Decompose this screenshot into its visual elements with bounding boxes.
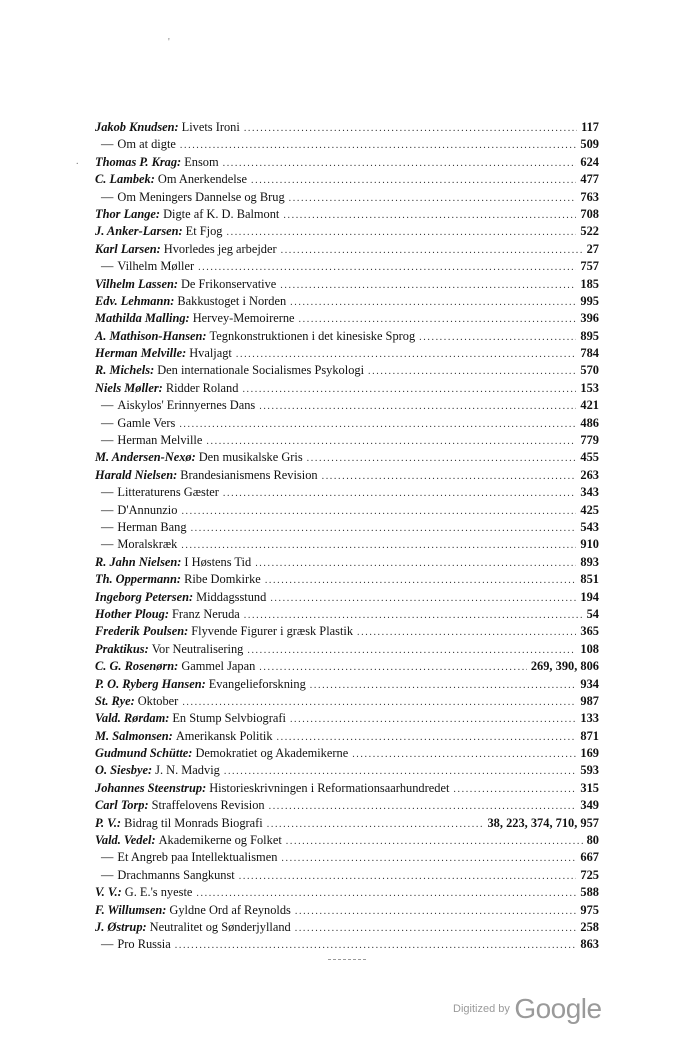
continuation-dash: — xyxy=(101,433,114,448)
dot-leader xyxy=(239,868,577,885)
index-entry xyxy=(95,415,599,432)
dot-leader xyxy=(182,694,576,711)
entry-author: Edv. Lehmann: xyxy=(95,293,175,308)
entry-title: Livets Ironi xyxy=(181,120,240,134)
index-entry xyxy=(95,241,599,258)
entry-title: Om Meningers Dannelse og Brug xyxy=(117,189,285,204)
entry-title: Digte af K. D. Balmont xyxy=(163,206,280,221)
dot-leader xyxy=(281,242,583,259)
entry-title: Om Anerkendelse xyxy=(157,172,248,187)
dot-leader xyxy=(269,798,577,815)
index-entry xyxy=(95,310,599,327)
entry-pages: 522 xyxy=(580,224,599,239)
index-entry xyxy=(95,258,599,275)
entry-pages: 108 xyxy=(580,641,599,656)
index-entry xyxy=(95,849,599,866)
entry-pages: 588 xyxy=(580,885,599,900)
index-entry xyxy=(95,867,599,884)
entry-pages: 153 xyxy=(580,380,599,395)
entry-author: J. Østrup: xyxy=(95,919,147,934)
entry-author: Vald. Vedel: xyxy=(95,833,156,848)
entry-pages: 725 xyxy=(580,867,599,882)
entry-title: Ridder Roland xyxy=(165,380,239,395)
entry-pages: 315 xyxy=(580,780,599,795)
entry-author: Jakob Knudsen: xyxy=(95,120,179,134)
continuation-dash: — xyxy=(101,259,114,274)
dot-leader xyxy=(259,659,527,676)
entry-title: Akademikerne og Folket xyxy=(158,833,282,848)
dot-leader xyxy=(307,450,577,467)
entry-title: Straffelovens Revision xyxy=(151,798,265,813)
entry-pages: 27 xyxy=(586,241,599,256)
index-entry xyxy=(95,919,599,936)
dot-leader xyxy=(242,381,576,398)
entry-pages: 486 xyxy=(580,415,599,430)
digitized-by-google-watermark xyxy=(453,993,602,1025)
entry-author: Ingeborg Petersen: xyxy=(95,589,194,604)
entry-title: Evangelieforskning xyxy=(208,676,306,691)
dot-leader xyxy=(299,311,577,328)
continuation-dash: — xyxy=(101,537,114,552)
entry-pages: 425 xyxy=(580,502,599,517)
entry-author: J. Anker-Larsen: xyxy=(95,224,183,239)
dot-leader xyxy=(286,833,583,850)
entry-author: Thor Lange: xyxy=(95,206,161,221)
dot-leader xyxy=(270,590,576,607)
entry-author: Mathilda Malling: xyxy=(95,311,190,326)
entry-pages: 995 xyxy=(580,293,599,308)
index-entry xyxy=(95,345,599,362)
dot-leader xyxy=(290,711,576,728)
index-entry xyxy=(95,536,599,553)
entry-pages: 263 xyxy=(580,467,599,482)
entry-pages: 421 xyxy=(580,398,599,413)
entry-title: Gamle Vers xyxy=(117,415,176,430)
dot-leader xyxy=(223,485,577,502)
entry-pages: 863 xyxy=(580,937,599,952)
entry-pages: 117 xyxy=(581,120,599,134)
index-entry xyxy=(95,902,599,919)
dot-leader xyxy=(175,937,577,954)
entry-title: Hvorledes jeg arbejder xyxy=(163,241,277,256)
dot-leader xyxy=(196,885,576,902)
index-entry xyxy=(95,589,599,606)
entry-pages: 543 xyxy=(580,519,599,534)
dot-leader xyxy=(206,433,576,450)
dot-leader xyxy=(181,537,576,554)
entry-pages: 343 xyxy=(580,485,599,500)
index-entry xyxy=(95,728,599,745)
entry-title: Hvaljagt xyxy=(189,346,232,361)
index-entry xyxy=(95,571,599,588)
index-entry xyxy=(95,745,599,762)
index-entry xyxy=(95,223,599,240)
entry-author: Th. Oppermann: xyxy=(95,572,182,587)
continuation-dash: — xyxy=(101,485,114,500)
entry-pages: 133 xyxy=(580,711,599,726)
entry-pages: 784 xyxy=(580,346,599,361)
entry-pages: 763 xyxy=(580,189,599,204)
dot-leader xyxy=(357,624,576,641)
entry-author: M. Salmonsen: xyxy=(95,728,173,743)
entry-pages: 169 xyxy=(580,746,599,761)
entry-title: Flyvende Figurer i græsk Plastik xyxy=(191,624,354,639)
entry-title: Moralskræk xyxy=(117,537,178,552)
index-entry xyxy=(95,171,599,188)
entry-pages: 455 xyxy=(580,450,599,465)
dot-leader xyxy=(223,155,577,172)
entry-title: Franz Neruda xyxy=(172,606,240,621)
dot-leader xyxy=(259,398,576,415)
entry-title: Et Angreb paa Intellektualismen xyxy=(117,850,278,865)
dot-leader xyxy=(419,329,576,346)
entry-author: M. Andersen-Nexø: xyxy=(95,450,196,465)
entry-author: St. Rye: xyxy=(95,693,135,708)
index-entry xyxy=(95,797,599,814)
entry-pages: 934 xyxy=(580,676,599,691)
entry-author: P. V.: xyxy=(95,815,122,830)
index-entry xyxy=(95,328,599,345)
entry-pages: 624 xyxy=(580,154,599,169)
entry-pages: 893 xyxy=(580,554,599,569)
entry-title: Om at digte xyxy=(117,137,176,152)
entry-author: Johannes Steenstrup: xyxy=(95,780,207,795)
entry-title: Herman Melville xyxy=(117,433,203,448)
entry-pages: 396 xyxy=(580,311,599,326)
entry-title: Den internationale Socialismes Psykologi xyxy=(157,363,365,378)
entry-title: Brandesianismens Revision xyxy=(180,467,318,482)
entry-author: Frederik Poulsen: xyxy=(95,624,189,639)
entry-title: Vor Neutralisering xyxy=(151,641,244,656)
entry-title: Vilhelm Møller xyxy=(117,259,195,274)
index-entry xyxy=(95,293,599,310)
entry-pages: 194 xyxy=(580,589,599,604)
dot-leader xyxy=(290,294,576,311)
entry-author: Vald. Rørdam: xyxy=(95,711,170,726)
index-entry xyxy=(95,397,599,414)
entry-author: Thomas P. Krag: xyxy=(95,154,182,169)
entry-pages: 871 xyxy=(580,728,599,743)
entry-title: Bidrag til Monrads Biografi xyxy=(124,815,263,830)
entry-author: O. Siesbye: xyxy=(95,763,153,778)
entry-title: Oktober xyxy=(137,693,179,708)
dot-leader xyxy=(265,572,577,589)
index-entry xyxy=(95,519,599,536)
dot-leader xyxy=(255,555,576,572)
entry-author: F. Willumsen: xyxy=(95,902,167,917)
dot-leader xyxy=(181,503,576,520)
dot-leader xyxy=(280,277,576,294)
entry-pages: 910 xyxy=(580,537,599,552)
entry-author: Carl Torp: xyxy=(95,798,149,813)
entry-title: En Stump Selvbiografi xyxy=(172,711,286,726)
entry-author: R. Jahn Nielsen: xyxy=(95,554,182,569)
index-entry xyxy=(95,780,599,797)
index-entry xyxy=(95,449,599,466)
entry-author: Gudmund Schütte: xyxy=(95,746,193,761)
dot-leader xyxy=(277,729,577,746)
entry-pages: 975 xyxy=(580,902,599,917)
entry-pages: 509 xyxy=(580,137,599,152)
dot-leader xyxy=(251,172,576,189)
entry-title: Drachmanns Sangkunst xyxy=(117,867,235,882)
entry-author: C. G. Rosenørn: xyxy=(95,659,179,674)
index-entry xyxy=(95,815,599,832)
index-entry xyxy=(95,676,599,693)
entry-author: Praktikus: xyxy=(95,641,149,656)
entry-pages: 477 xyxy=(580,172,599,187)
stray-mark-left: . xyxy=(76,156,79,167)
entry-title: G. E.'s nyeste xyxy=(124,885,193,900)
entry-title: Demokratiet og Akademikerne xyxy=(195,746,349,761)
continuation-dash: — xyxy=(101,502,114,517)
dot-leader xyxy=(244,607,583,624)
index-entry xyxy=(95,154,599,171)
index-entry xyxy=(95,119,599,136)
index-entry xyxy=(95,502,599,519)
entry-author: Vilhelm Lassen: xyxy=(95,276,178,291)
entry-title: I Høstens Tid xyxy=(184,554,252,569)
continuation-dash: — xyxy=(101,398,114,413)
entry-pages: 258 xyxy=(580,919,599,934)
continuation-dash: — xyxy=(101,850,114,865)
digitized-label: Digitized by xyxy=(453,1003,510,1015)
entry-title: Middagsstund xyxy=(196,589,267,604)
dot-leader xyxy=(368,363,576,380)
dot-leader xyxy=(322,468,577,485)
entry-title: Amerikansk Politik xyxy=(175,728,273,743)
dot-leader xyxy=(295,903,577,920)
continuation-dash: — xyxy=(101,415,114,430)
index-entry xyxy=(95,380,599,397)
entry-title: Hervey-Memoirerne xyxy=(192,311,295,326)
entry-title: Neutralitet og Sønderjylland xyxy=(149,919,291,934)
entry-title: Den musikalske Gris xyxy=(198,450,303,465)
dot-leader xyxy=(227,224,577,241)
index-entry xyxy=(95,762,599,779)
index-entry xyxy=(95,362,599,379)
dot-leader xyxy=(247,642,576,659)
entry-pages: 851 xyxy=(580,572,599,587)
index-entry xyxy=(95,432,599,449)
entry-pages: 667 xyxy=(580,850,599,865)
index-entry xyxy=(95,606,599,623)
entry-title: D'Annunzio xyxy=(117,502,178,517)
entry-pages: 779 xyxy=(580,433,599,448)
entry-author: Harald Nielsen: xyxy=(95,467,178,482)
entry-title: Ribe Domkirke xyxy=(184,572,261,587)
index-entry xyxy=(95,832,599,849)
dot-leader xyxy=(236,346,577,363)
entry-title: Et Fjog xyxy=(185,224,223,239)
entry-title: Pro Russia xyxy=(117,937,171,952)
entry-author: R. Michels: xyxy=(95,363,155,378)
index-entry xyxy=(95,206,599,223)
footer-rule xyxy=(328,959,366,960)
index-entry xyxy=(95,693,599,710)
dot-leader xyxy=(224,763,577,780)
continuation-dash: — xyxy=(101,867,114,882)
dot-leader xyxy=(244,120,577,137)
entry-pages: 365 xyxy=(580,624,599,639)
entry-pages: 80 xyxy=(586,833,599,848)
index-entry xyxy=(95,136,599,153)
dot-leader xyxy=(310,677,577,694)
dot-leader xyxy=(352,746,576,763)
dot-leader xyxy=(295,920,577,937)
index-list xyxy=(95,119,599,954)
index-entry xyxy=(95,484,599,501)
entry-title: Historieskrivningen i Reformationsaarhundredet xyxy=(209,780,450,795)
entry-title: De Frikonservative xyxy=(180,276,277,291)
entry-title: Aiskylos' Erinnyernes Dans xyxy=(117,398,256,413)
entry-pages: 349 xyxy=(580,798,599,813)
dot-leader xyxy=(283,207,576,224)
continuation-dash: — xyxy=(101,519,114,534)
dot-leader xyxy=(281,850,576,867)
dot-leader xyxy=(191,520,577,537)
dot-leader xyxy=(180,137,577,154)
entry-pages: 757 xyxy=(580,259,599,274)
entry-pages: 54 xyxy=(586,606,599,621)
entry-pages: 269, 390, 806 xyxy=(530,659,599,674)
continuation-dash: — xyxy=(101,189,114,204)
entry-title: Ensom xyxy=(184,154,219,169)
entry-title: Litteraturens Gæster xyxy=(117,485,219,500)
entry-title: Bakkustoget i Norden xyxy=(177,293,287,308)
google-logo: Google xyxy=(514,993,602,1024)
dot-leader xyxy=(267,816,484,833)
index-entry xyxy=(95,641,599,658)
dot-leader xyxy=(453,781,576,798)
entry-title: Tegnkonstruktionen i det kinesiske Sprog xyxy=(209,328,416,343)
entry-pages: 708 xyxy=(580,206,599,221)
index-entry xyxy=(95,554,599,571)
entry-author: Hother Ploug: xyxy=(95,606,170,621)
continuation-dash: — xyxy=(101,137,114,152)
entry-title: J. N. Madvig xyxy=(155,763,220,778)
entry-author: P. O. Ryberg Hansen: xyxy=(95,676,206,691)
index-entry xyxy=(95,710,599,727)
entry-author: C. Lambek: xyxy=(95,172,155,187)
index-entry xyxy=(95,884,599,901)
entry-pages: 593 xyxy=(580,763,599,778)
stray-mark-top: ' xyxy=(168,37,170,48)
dot-leader xyxy=(179,416,576,433)
entry-title: Gyldne Ord af Reynolds xyxy=(169,902,291,917)
entry-pages: 185 xyxy=(580,276,599,291)
entry-author: Herman Melville: xyxy=(95,346,187,361)
entry-author: Niels Møller: xyxy=(95,380,163,395)
index-entry xyxy=(95,276,599,293)
index-entry xyxy=(95,658,599,675)
continuation-dash: — xyxy=(101,937,114,952)
entry-pages: 38, 223, 374, 710, 957 xyxy=(487,815,599,830)
entry-title: Gammel Japan xyxy=(181,659,256,674)
entry-pages: 895 xyxy=(580,328,599,343)
entry-pages: 570 xyxy=(580,363,599,378)
entry-author: V. V.: xyxy=(95,885,122,900)
dot-leader xyxy=(289,190,577,207)
index-entry xyxy=(95,623,599,640)
index-entry xyxy=(95,936,599,953)
entry-author: A. Mathison-Hansen: xyxy=(95,328,207,343)
entry-pages: 987 xyxy=(580,693,599,708)
index-entry xyxy=(95,189,599,206)
dot-leader xyxy=(198,259,576,276)
entry-author: Karl Larsen: xyxy=(95,241,161,256)
entry-title: Herman Bang xyxy=(117,519,187,534)
index-entry xyxy=(95,467,599,484)
